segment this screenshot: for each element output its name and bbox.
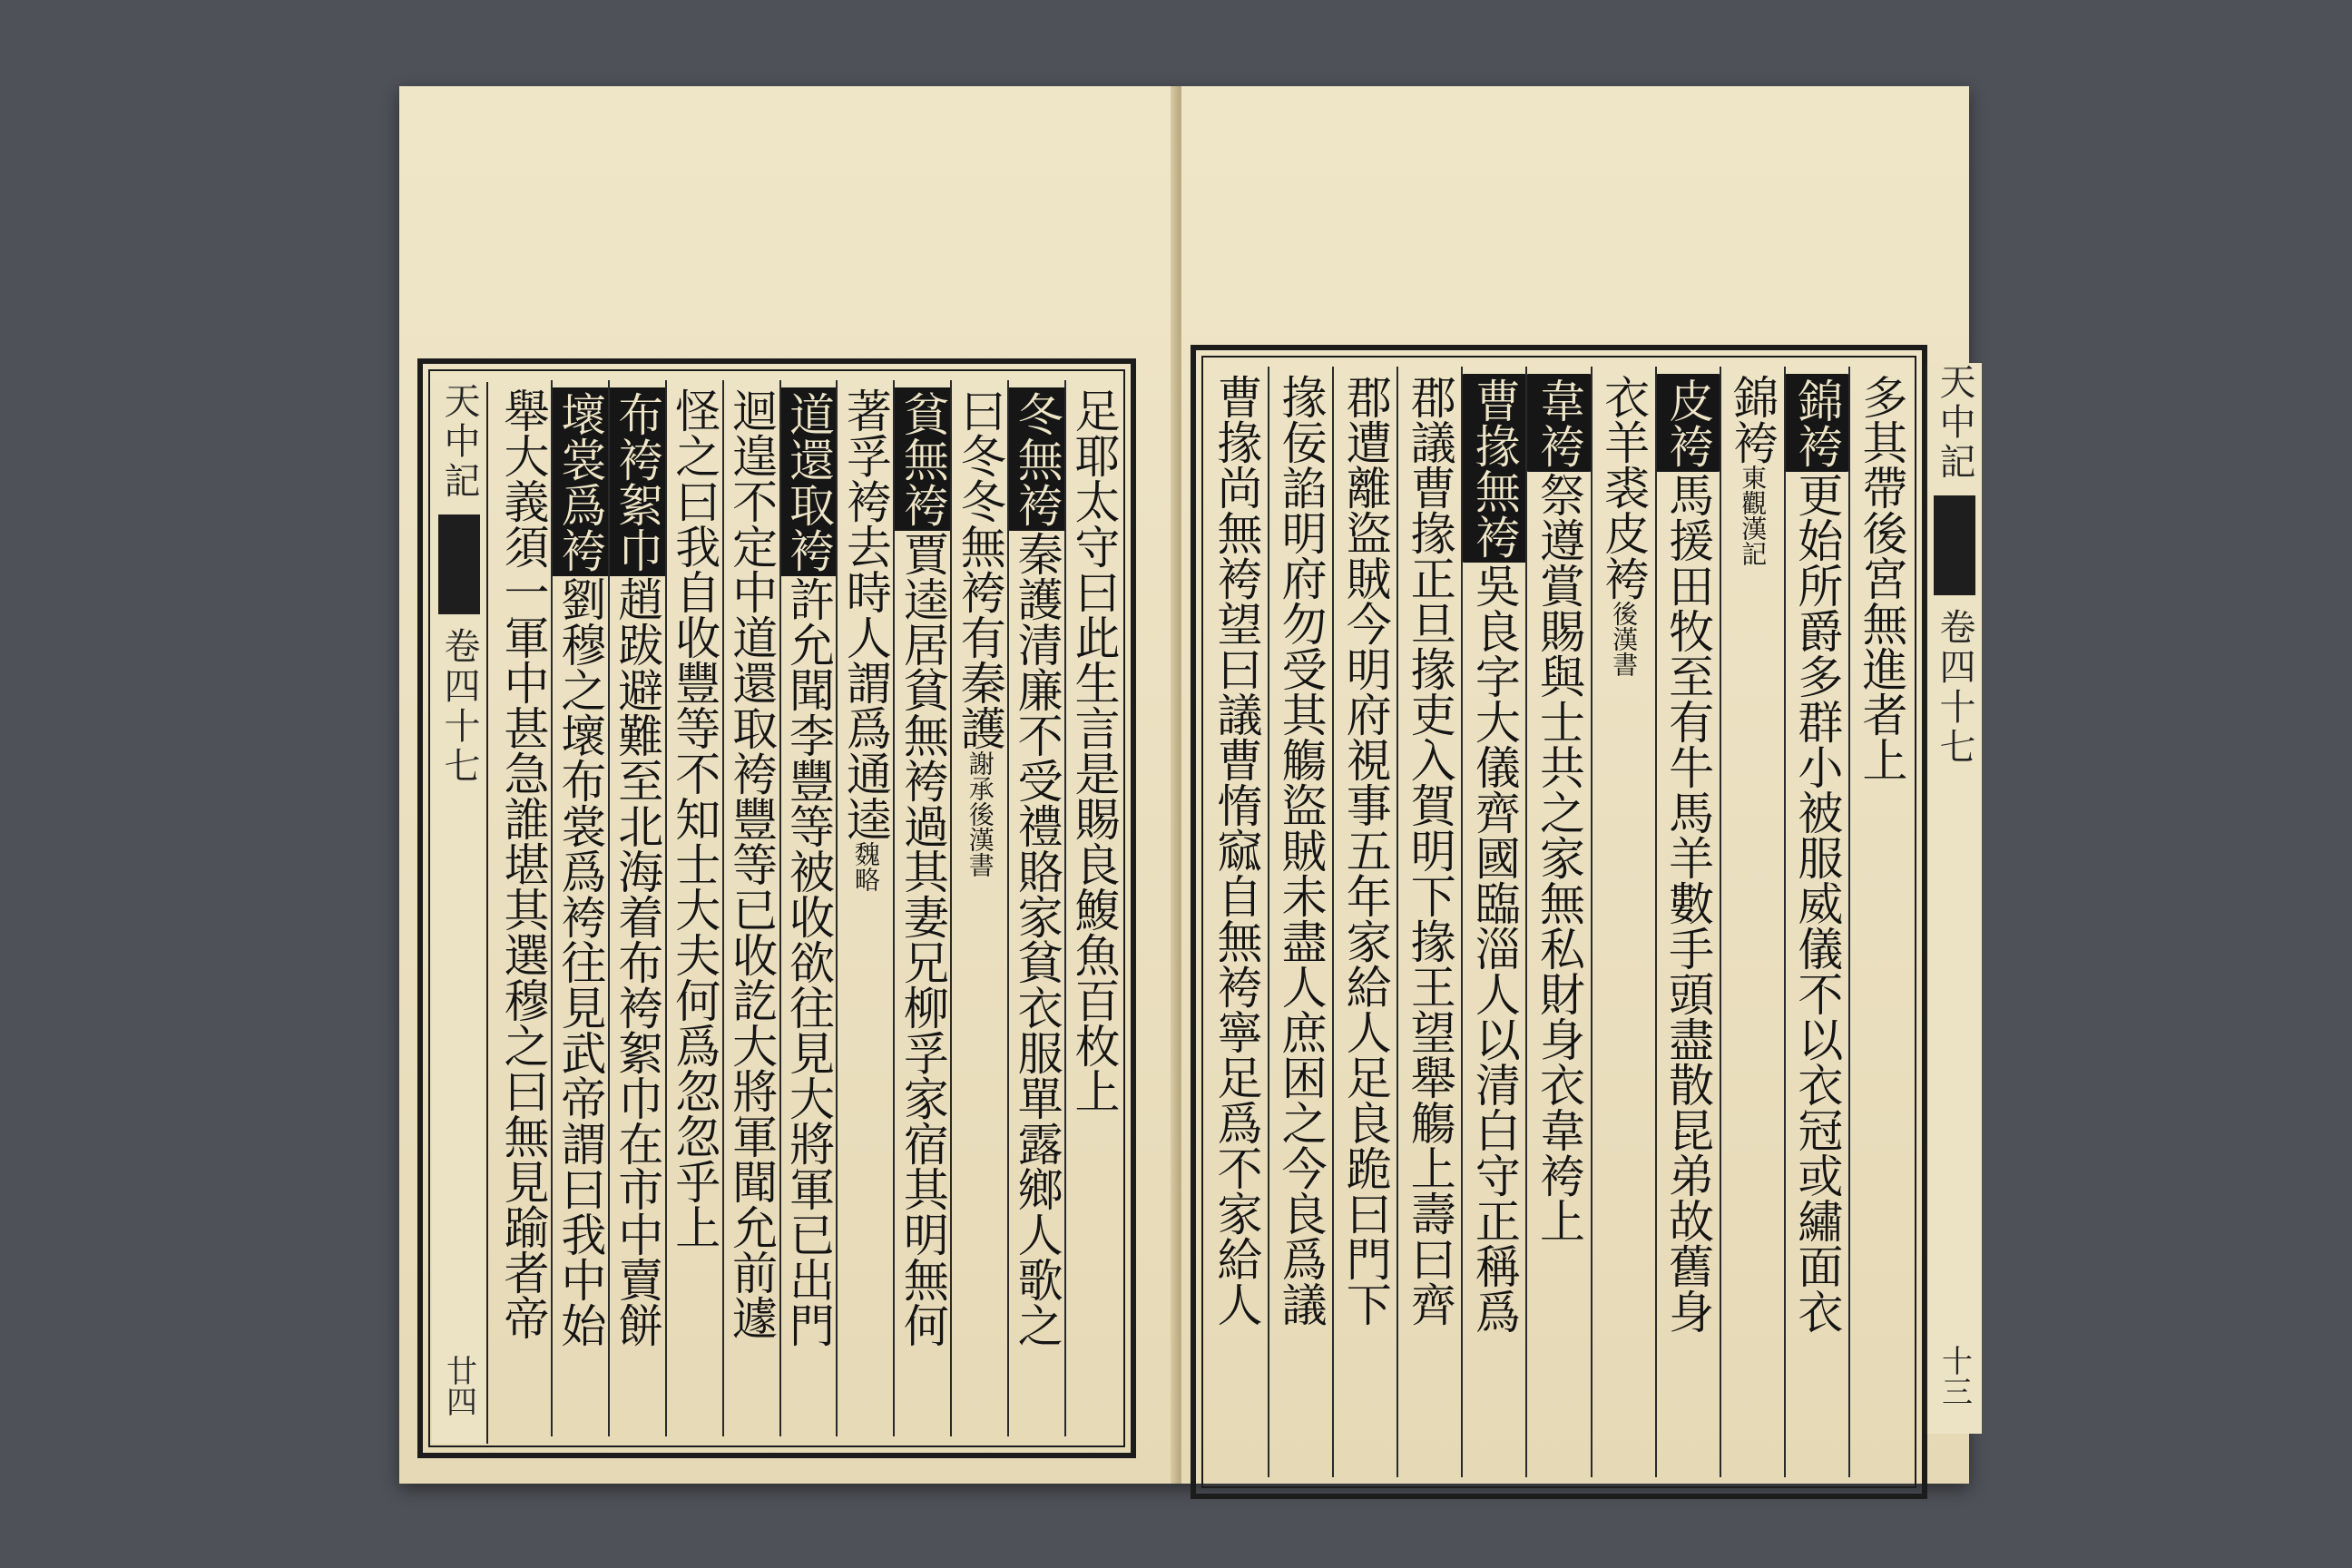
entry-heading: 冬無袴 (1007, 387, 1064, 531)
column-text: 掾佞諂明府勿受其觴盜賊未盡人庶困之今良爲議 (1274, 374, 1328, 1327)
column-text: 多其帶後宮無進者上 (1855, 374, 1908, 782)
column-text: 郡議曹掾正旦掾吏入賀明下掾王望舉觴上壽曰齊 (1403, 374, 1456, 1327)
text-column (1332, 367, 1396, 1477)
text-column (722, 380, 779, 1436)
source-note: 後漢書 (1609, 601, 1640, 677)
text-column (1064, 380, 1122, 1436)
entry-heading: 壞裳爲袴 (551, 387, 608, 576)
text-column (551, 380, 608, 1436)
open-book (399, 86, 1975, 1484)
column-text: 馬援田牧至有牛馬羊數手頭盡散昆弟故舊身 (1661, 472, 1715, 1334)
banxin-volume: 卷四十七 (1934, 608, 1975, 768)
column-text: 更始所爵多群小被服威儀不以衣冠或繡面衣 (1790, 472, 1844, 1334)
column-text: 著孚袴去時人謂爲通逵 (838, 387, 892, 841)
column-text: 祭遵賞賜與士共之家無私財身衣韋袴上 (1532, 472, 1585, 1243)
text-column (1205, 367, 1268, 1477)
entry-heading: 韋袴 (1525, 374, 1590, 472)
source-note: 魏略 (850, 841, 881, 892)
column-text: 舉大義須一軍中甚急誰堪其選穆之曰無見踰者帝 (496, 387, 550, 1340)
column-text: 秦護清廉不受禮賂家貧衣服單露鄉人歌之 (1010, 531, 1063, 1348)
text-column (665, 380, 722, 1436)
banxin-page-number: 十三 (1936, 1345, 1973, 1406)
banxin-fishtail (1934, 495, 1975, 595)
text-column (495, 380, 551, 1436)
text-column (1848, 367, 1913, 1477)
right-banxin (1926, 363, 1982, 1434)
left-text-columns (495, 380, 1122, 1436)
text-column (1461, 367, 1525, 1477)
text-column (893, 380, 950, 1436)
column-text: 劉穆之壞布裳爲袴往見武帝謂曰我中始 (554, 576, 607, 1348)
entry-heading: 道還取袴 (779, 387, 837, 576)
column-text: 迴遑不定中道還取袴豐等已收訖大將軍聞允前遽 (725, 387, 779, 1340)
column-text: 錦袴 (1726, 374, 1779, 465)
column-text: 衣羊裘皮袴 (1597, 374, 1651, 601)
text-column (836, 380, 893, 1436)
entry-heading: 布袴絮巾 (608, 387, 665, 576)
text-column (608, 380, 665, 1436)
right-text-columns (1205, 367, 1913, 1477)
column-text: 吳良字大儀齊國臨淄人以清白守正稱爲 (1467, 563, 1521, 1334)
column-text: 曰冬冬無袴有秦護 (953, 387, 1006, 750)
left-banxin (432, 382, 488, 1444)
right-page-frame (1191, 345, 1927, 1499)
column-text: 賈逵居貧無袴過其妻兄柳孚家宿其明無何 (896, 531, 949, 1348)
left-page-frame (417, 358, 1136, 1458)
left-page (399, 86, 1175, 1484)
text-column (779, 380, 837, 1436)
column-text: 郡遭離盜賊今明府視事五年家給人足良跪曰門下 (1338, 374, 1392, 1327)
source-note: 東觀漢記 (1738, 465, 1769, 566)
banxin-title: 天中記 (438, 382, 480, 502)
text-column (1007, 380, 1064, 1436)
banxin-title: 天中記 (1934, 363, 1975, 483)
column-text: 怪之曰我自收豐等不知士大夫何爲忽忽乎上 (668, 387, 721, 1250)
source-note: 謝承後漢書 (965, 750, 995, 877)
entry-heading: 皮袴 (1655, 374, 1720, 472)
text-column (1784, 367, 1848, 1477)
text-column (1396, 367, 1461, 1477)
column-text: 趙跋避難至北海着布袴絮巾在市中賣餅 (611, 576, 664, 1348)
text-column (1591, 367, 1655, 1477)
text-column (1268, 367, 1332, 1477)
banxin-volume: 卷四十七 (438, 627, 480, 787)
column-text: 許允聞李豐等被收欲往見大將軍已出門 (782, 576, 836, 1348)
text-column (1655, 367, 1720, 1477)
entry-heading: 曹掾無袴 (1461, 374, 1525, 563)
banxin-page-number: 廿四 (440, 1355, 477, 1416)
banxin-fishtail (438, 514, 480, 614)
column-text: 足耶太守曰此生言是賜良鰒魚百枚上 (1067, 387, 1121, 1113)
text-column (950, 380, 1007, 1436)
entry-heading: 貧無袴 (893, 387, 950, 531)
right-page (1181, 86, 1975, 1484)
text-column (1525, 367, 1590, 1477)
column-text: 曹掾尚無袴望曰議曹惰窳自無袴寧足爲不家給人 (1210, 374, 1263, 1327)
entry-heading: 錦袴 (1784, 374, 1848, 472)
text-column (1720, 367, 1784, 1477)
